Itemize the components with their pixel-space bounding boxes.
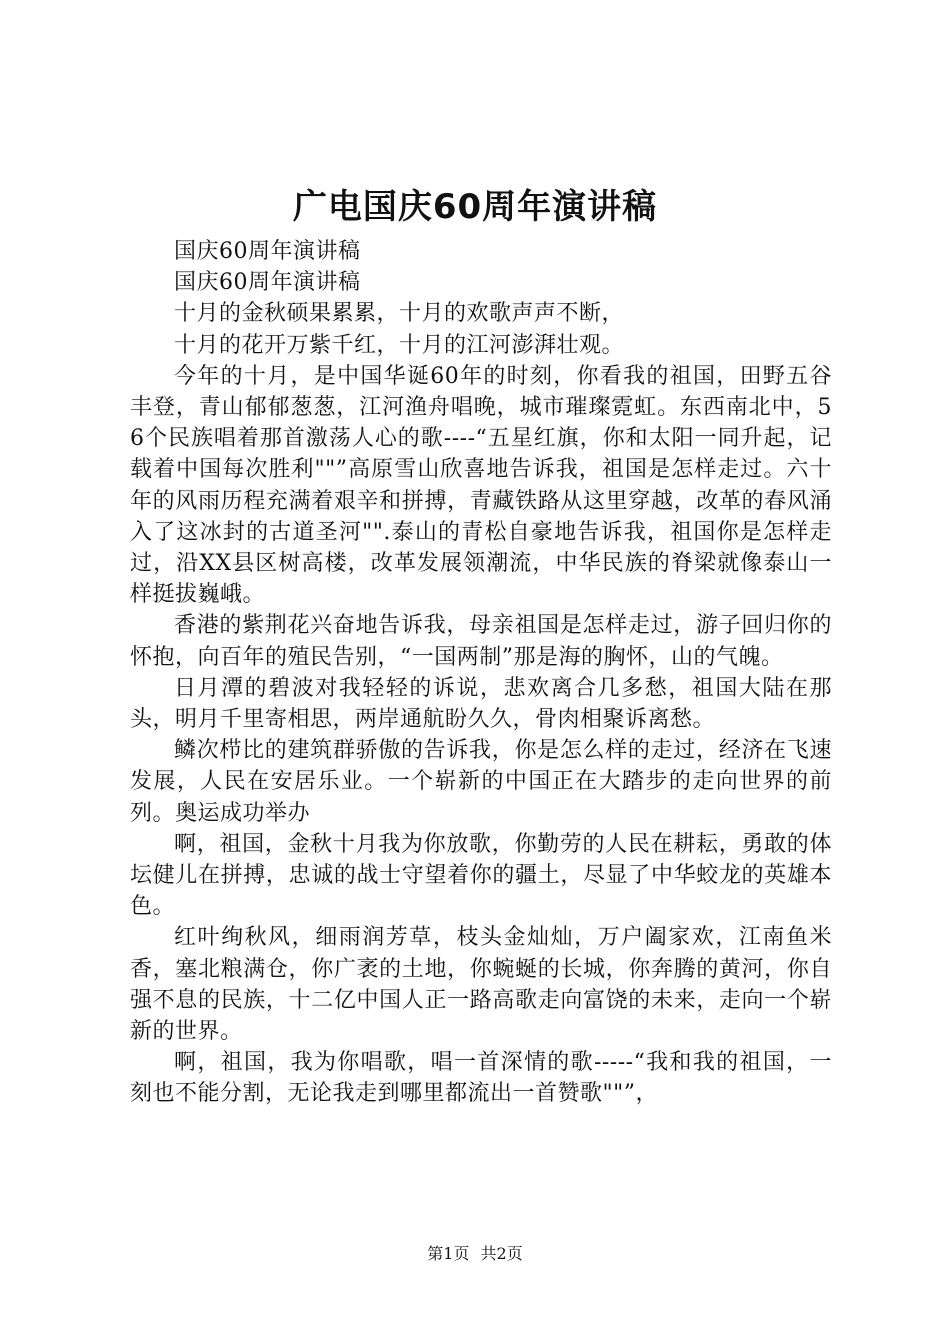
paragraph: 香港的紫荆花兴奋地告诉我，母亲祖国是怎样走过，游子回归你的怀抱，向百年的殖民告别，“一国两制”那是海的胸怀，山的气魄。 [130,613,832,670]
page-number: 第1页 [427,1244,470,1263]
paragraph: 十月的金秋硕果累累，十月的欢歌声声不断， [174,301,625,327]
paragraph: 国庆60周年演讲稿 [174,270,361,296]
paragraph: 今年的十月，是中国华诞60年的时刻，你看我的祖国，田野五谷丰登，青山郁郁葱葱，江河渔舟唱晚，城市璀璨霓虹。东西南北中，56个民族唱着那首激荡人心的歌----“五星红旗，你和太阳一同升起，记载着中国每次胜利""”高原雪山欣喜地告诉我，祖国是怎样走过。六十年的风雨历程充满着艰辛和拼搏，青藏铁路从这里穿越，改革的春风涌入了这冰封的古道圣河"".泰山的青松自豪地告诉我，祖国你是怎样走过，沿XX县区树高楼，改革发展领潮流，中华民族的脊梁就像泰山一样挺拔巍峨。 [130,363,832,608]
document-title: 广电国庆60周年演讲稿 [292,187,658,227]
paragraph: 鳞次栉比的建筑群骄傲的告诉我，你是怎么样的走过，经济在飞速发展，人民在安居乐业。一个崭新的中国正在大踏步的走向世界的前列。奥运成功举办 [130,738,832,826]
page-footer [0,1244,950,1264]
paragraph: 国庆60周年演讲稿 [174,239,361,264]
document-body [130,236,832,1110]
paragraph: 日月潭的碧波对我轻轻的诉说，悲欢离合几多愁，祖国大陆在那头，明月千里寄相思，两岸通航盼久久，骨肉相聚诉离愁。 [130,675,832,733]
paragraph: 啊，祖国，金秋十月我为你放歌，你勤劳的人民在耕耘，勇敢的体坛健儿在拼搏，忠诚的战士守望着你的疆土，尽显了中华蛟龙的英雄本色。 [130,831,832,920]
paragraph: 啊，祖国，我为你唱歌，唱一首深情的歌-----“我和我的祖国，一刻也不能分割，无论我走到哪里都流出一首赞歌""”， [130,1050,832,1107]
paragraph: 红叶绚秋风，细雨润芳草，枝头金灿灿，万户阖家欢，江南鱼米香，塞北粮满仓，你广袤的土地，你蜿蜒的长城，你奔腾的黄河，你自强不息的民族，十二亿中国人正一路高歌走向富饶的未来，走向一个崭新的世界。 [130,925,832,1045]
page-total: 共2页 [480,1244,523,1263]
paragraph: 十月的花开万紫千红，十月的江河澎湃壮观。 [174,332,625,358]
